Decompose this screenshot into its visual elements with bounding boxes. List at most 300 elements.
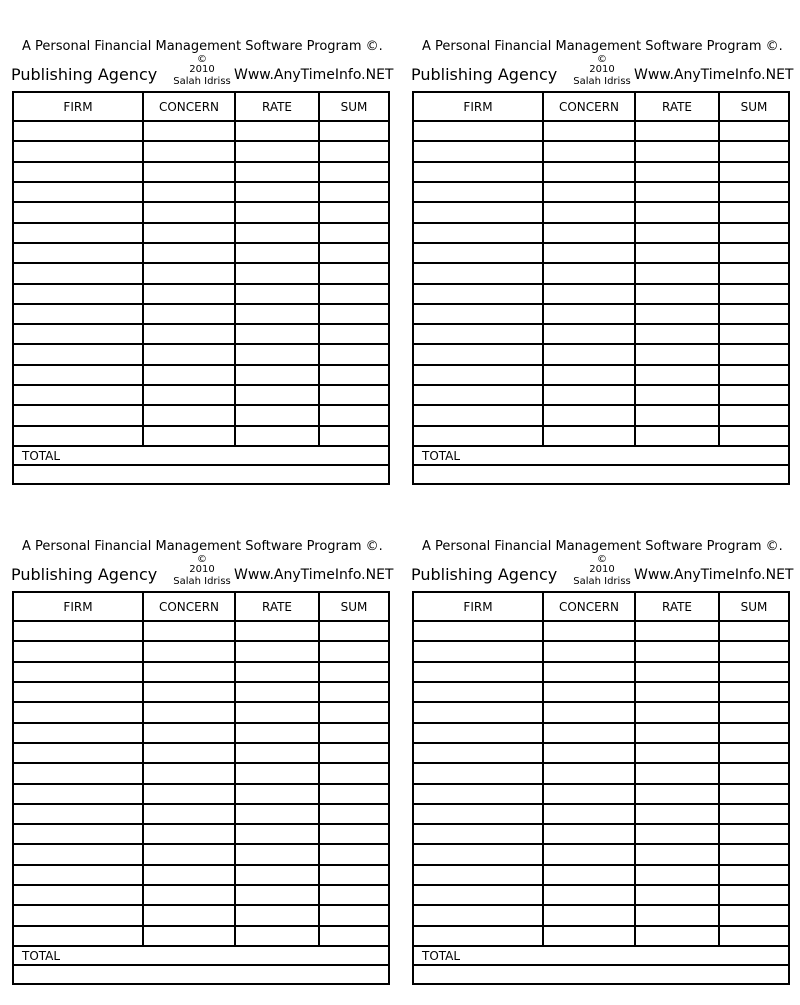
table-row — [13, 865, 389, 885]
firm-cell[interactable] — [413, 162, 543, 182]
concern-cell[interactable] — [143, 662, 235, 682]
firm-cell[interactable] — [13, 284, 143, 304]
rate-cell[interactable] — [235, 385, 319, 405]
firm-cell[interactable] — [13, 926, 143, 946]
firm-cell[interactable] — [13, 223, 143, 243]
sum-cell[interactable] — [719, 324, 789, 344]
rate-cell[interactable] — [235, 344, 319, 364]
total-row — [413, 946, 789, 965]
firm-cell[interactable] — [413, 324, 543, 344]
table-row — [413, 865, 789, 885]
rate-cell[interactable] — [235, 905, 319, 925]
firm-cell[interactable] — [413, 824, 543, 844]
rate-cell[interactable] — [235, 202, 319, 222]
firm-cell[interactable] — [413, 405, 543, 425]
sum-cell[interactable] — [319, 723, 389, 743]
firm-cell[interactable] — [13, 723, 143, 743]
column-header-rate: RATE — [235, 592, 319, 621]
firm-cell[interactable] — [413, 865, 543, 885]
rate-cell[interactable] — [235, 426, 319, 446]
rate-cell[interactable] — [235, 141, 319, 161]
firm-cell[interactable] — [13, 743, 143, 763]
concern-cell[interactable] — [143, 723, 235, 743]
sum-cell[interactable] — [319, 905, 389, 925]
rate-cell[interactable] — [235, 304, 319, 324]
concern-cell[interactable] — [543, 621, 635, 641]
firm-cell[interactable] — [13, 905, 143, 925]
concern-cell[interactable] — [143, 223, 235, 243]
concern-cell[interactable] — [543, 162, 635, 182]
sum-cell[interactable] — [319, 804, 389, 824]
concern-cell[interactable] — [543, 304, 635, 324]
firm-cell[interactable] — [413, 804, 543, 824]
firm-cell[interactable] — [413, 304, 543, 324]
sum-cell[interactable] — [719, 365, 789, 385]
firm-cell[interactable] — [13, 182, 143, 202]
firm-cell[interactable] — [13, 202, 143, 222]
firm-cell[interactable] — [13, 865, 143, 885]
column-header-rate: RATE — [635, 592, 719, 621]
sum-cell[interactable] — [719, 844, 789, 864]
sum-cell[interactable] — [319, 682, 389, 702]
total-value-cell[interactable] — [13, 465, 389, 484]
sum-cell[interactable] — [719, 926, 789, 946]
table-row — [413, 743, 789, 763]
concern-cell[interactable] — [143, 743, 235, 763]
rate-cell[interactable] — [235, 865, 319, 885]
firm-cell[interactable] — [13, 885, 143, 905]
sum-cell[interactable] — [719, 905, 789, 925]
sum-cell[interactable] — [319, 202, 389, 222]
table-row — [413, 641, 789, 661]
concern-cell[interactable] — [543, 743, 635, 763]
concern-cell[interactable] — [143, 641, 235, 661]
firm-cell[interactable] — [13, 121, 143, 141]
rate-cell[interactable] — [635, 784, 719, 804]
sum-cell[interactable] — [319, 426, 389, 446]
rate-cell[interactable] — [635, 865, 719, 885]
concern-cell[interactable] — [143, 824, 235, 844]
firm-cell[interactable] — [413, 723, 543, 743]
concern-cell[interactable] — [143, 621, 235, 641]
rate-cell[interactable] — [235, 162, 319, 182]
sum-cell[interactable] — [319, 763, 389, 783]
column-header-sum: SUM — [319, 592, 389, 621]
rate-cell[interactable] — [635, 641, 719, 661]
firm-cell[interactable] — [413, 182, 543, 202]
sum-cell[interactable] — [719, 182, 789, 202]
concern-cell[interactable] — [143, 182, 235, 202]
sum-cell[interactable] — [319, 621, 389, 641]
concern-cell[interactable] — [543, 385, 635, 405]
firm-cell[interactable] — [13, 304, 143, 324]
sum-cell[interactable] — [319, 141, 389, 161]
firm-cell[interactable] — [413, 682, 543, 702]
concern-cell[interactable] — [543, 804, 635, 824]
sum-cell[interactable] — [719, 243, 789, 263]
firm-cell[interactable] — [13, 763, 143, 783]
rate-cell[interactable] — [635, 824, 719, 844]
rate-cell[interactable] — [635, 304, 719, 324]
firm-cell[interactable] — [13, 141, 143, 161]
concern-cell[interactable] — [143, 426, 235, 446]
table-row — [413, 844, 789, 864]
concern-cell[interactable] — [543, 223, 635, 243]
table-row — [13, 743, 389, 763]
column-header-sum: SUM — [719, 92, 789, 121]
table-row — [13, 405, 389, 425]
firm-cell[interactable] — [13, 263, 143, 283]
sum-cell[interactable] — [319, 243, 389, 263]
rate-cell[interactable] — [235, 621, 319, 641]
concern-cell[interactable] — [543, 426, 635, 446]
sum-cell[interactable] — [319, 926, 389, 946]
rate-cell[interactable] — [635, 926, 719, 946]
concern-cell[interactable] — [543, 641, 635, 661]
sum-cell[interactable] — [319, 162, 389, 182]
rate-cell[interactable] — [635, 905, 719, 925]
table-row — [13, 121, 389, 141]
sum-cell[interactable] — [719, 426, 789, 446]
concern-cell[interactable] — [543, 344, 635, 364]
concern-cell[interactable] — [143, 141, 235, 161]
sum-cell[interactable] — [719, 641, 789, 661]
concern-cell[interactable] — [543, 926, 635, 946]
firm-cell[interactable] — [413, 263, 543, 283]
rate-cell[interactable] — [635, 702, 719, 722]
firm-cell[interactable] — [13, 662, 143, 682]
rate-cell[interactable] — [235, 743, 319, 763]
table-row — [13, 905, 389, 925]
sum-cell[interactable] — [319, 844, 389, 864]
concern-cell[interactable] — [143, 365, 235, 385]
sum-cell[interactable] — [719, 702, 789, 722]
table-row — [13, 284, 389, 304]
firm-cell[interactable] — [13, 324, 143, 344]
rate-cell[interactable] — [235, 702, 319, 722]
concern-cell[interactable] — [543, 405, 635, 425]
concern-cell[interactable] — [543, 702, 635, 722]
firm-cell[interactable] — [413, 223, 543, 243]
rate-cell[interactable] — [235, 804, 319, 824]
firm-cell[interactable] — [413, 202, 543, 222]
total-value-cell[interactable] — [13, 965, 389, 984]
concern-cell[interactable] — [143, 162, 235, 182]
concern-cell[interactable] — [543, 202, 635, 222]
firm-cell[interactable] — [413, 243, 543, 263]
sum-cell[interactable] — [719, 304, 789, 324]
rate-cell[interactable] — [635, 223, 719, 243]
rate-cell[interactable] — [235, 182, 319, 202]
rate-cell[interactable] — [635, 385, 719, 405]
sum-cell[interactable] — [319, 743, 389, 763]
sum-cell[interactable] — [719, 263, 789, 283]
firm-cell[interactable] — [13, 365, 143, 385]
concern-cell[interactable] — [543, 243, 635, 263]
table-row — [13, 324, 389, 344]
table-row — [13, 824, 389, 844]
rate-cell[interactable] — [635, 202, 719, 222]
sum-cell[interactable] — [319, 702, 389, 722]
rate-cell[interactable] — [635, 182, 719, 202]
sum-cell[interactable] — [319, 223, 389, 243]
rate-cell[interactable] — [235, 365, 319, 385]
firm-cell[interactable] — [413, 905, 543, 925]
rate-cell[interactable] — [235, 682, 319, 702]
concern-cell[interactable] — [543, 763, 635, 783]
firm-cell[interactable] — [13, 824, 143, 844]
sum-cell[interactable] — [319, 304, 389, 324]
rate-cell[interactable] — [635, 844, 719, 864]
sum-cell[interactable] — [319, 865, 389, 885]
website-url: Www.AnyTimeInfo.NET — [634, 567, 794, 583]
concern-cell[interactable] — [143, 682, 235, 702]
rate-cell[interactable] — [635, 885, 719, 905]
sum-cell[interactable] — [319, 344, 389, 364]
table-row — [13, 723, 389, 743]
rate-cell[interactable] — [235, 763, 319, 783]
concern-cell[interactable] — [543, 723, 635, 743]
concern-cell[interactable] — [143, 885, 235, 905]
rate-cell[interactable] — [635, 162, 719, 182]
sum-cell[interactable] — [719, 885, 789, 905]
sum-cell[interactable] — [319, 641, 389, 661]
firm-cell[interactable] — [413, 426, 543, 446]
table-row — [413, 182, 789, 202]
concern-cell[interactable] — [143, 784, 235, 804]
firm-cell[interactable] — [413, 784, 543, 804]
sum-cell[interactable] — [319, 784, 389, 804]
sum-cell[interactable] — [319, 824, 389, 844]
ledger-card — [11, 535, 394, 1005]
total-label: TOTAL — [413, 946, 789, 965]
author-name: Salah Idriss — [573, 576, 631, 587]
rate-cell[interactable] — [635, 324, 719, 344]
sum-cell[interactable] — [719, 405, 789, 425]
rate-cell[interactable] — [635, 141, 719, 161]
sum-cell[interactable] — [719, 223, 789, 243]
sum-cell[interactable] — [719, 763, 789, 783]
concern-cell[interactable] — [143, 344, 235, 364]
concern-cell[interactable] — [143, 844, 235, 864]
sum-cell[interactable] — [719, 743, 789, 763]
table-row — [13, 141, 389, 161]
rate-cell[interactable] — [635, 763, 719, 783]
sum-cell[interactable] — [319, 324, 389, 344]
concern-cell[interactable] — [543, 263, 635, 283]
concern-cell[interactable] — [143, 905, 235, 925]
concern-cell[interactable] — [543, 905, 635, 925]
sum-cell[interactable] — [319, 263, 389, 283]
concern-cell[interactable] — [543, 824, 635, 844]
sum-cell[interactable] — [719, 682, 789, 702]
firm-cell[interactable] — [13, 385, 143, 405]
firm-cell[interactable] — [13, 682, 143, 702]
table-row — [413, 324, 789, 344]
rate-cell[interactable] — [635, 243, 719, 263]
rate-cell[interactable] — [635, 682, 719, 702]
table-row — [13, 385, 389, 405]
concern-cell[interactable] — [543, 182, 635, 202]
concern-cell[interactable] — [543, 682, 635, 702]
sum-cell[interactable] — [719, 385, 789, 405]
rate-cell[interactable] — [635, 621, 719, 641]
concern-cell[interactable] — [143, 243, 235, 263]
sum-cell[interactable] — [319, 284, 389, 304]
firm-cell[interactable] — [413, 702, 543, 722]
sum-cell[interactable] — [719, 121, 789, 141]
firm-cell[interactable] — [413, 121, 543, 141]
sum-cell[interactable] — [719, 344, 789, 364]
firm-cell[interactable] — [13, 844, 143, 864]
concern-cell[interactable] — [543, 662, 635, 682]
firm-cell[interactable] — [413, 141, 543, 161]
table-row — [413, 804, 789, 824]
rate-cell[interactable] — [235, 844, 319, 864]
sum-cell[interactable] — [719, 865, 789, 885]
concern-cell[interactable] — [143, 324, 235, 344]
rate-cell[interactable] — [235, 121, 319, 141]
concern-cell[interactable] — [543, 121, 635, 141]
concern-cell[interactable] — [143, 405, 235, 425]
concern-cell[interactable] — [143, 284, 235, 304]
rate-cell[interactable] — [635, 723, 719, 743]
rate-cell[interactable] — [235, 263, 319, 283]
column-header-rate: RATE — [635, 92, 719, 121]
firm-cell[interactable] — [413, 885, 543, 905]
rate-cell[interactable] — [635, 344, 719, 364]
concern-cell[interactable] — [143, 926, 235, 946]
firm-cell[interactable] — [413, 926, 543, 946]
rate-cell[interactable] — [235, 223, 319, 243]
sum-cell[interactable] — [719, 804, 789, 824]
firm-cell[interactable] — [413, 763, 543, 783]
sum-cell[interactable] — [719, 824, 789, 844]
firm-cell[interactable] — [13, 243, 143, 263]
software-tagline: A Personal Financial Management Software Program ©. — [22, 39, 383, 54]
concern-cell[interactable] — [143, 263, 235, 283]
concern-cell[interactable] — [543, 141, 635, 161]
sum-cell[interactable] — [319, 405, 389, 425]
rate-cell[interactable] — [635, 743, 719, 763]
concern-cell[interactable] — [543, 784, 635, 804]
concern-cell[interactable] — [143, 202, 235, 222]
sum-cell[interactable] — [719, 141, 789, 161]
concern-cell[interactable] — [543, 885, 635, 905]
sum-cell[interactable] — [719, 162, 789, 182]
total-value-cell[interactable] — [413, 465, 789, 484]
firm-cell[interactable] — [413, 365, 543, 385]
firm-cell[interactable] — [413, 284, 543, 304]
sum-cell[interactable] — [319, 182, 389, 202]
rate-cell[interactable] — [235, 784, 319, 804]
sum-cell[interactable] — [719, 723, 789, 743]
rate-cell[interactable] — [635, 405, 719, 425]
concern-cell[interactable] — [143, 865, 235, 885]
sum-cell[interactable] — [719, 784, 789, 804]
sum-cell[interactable] — [319, 121, 389, 141]
firm-cell[interactable] — [413, 743, 543, 763]
rate-cell[interactable] — [235, 662, 319, 682]
rate-cell[interactable] — [235, 243, 319, 263]
sum-cell[interactable] — [719, 621, 789, 641]
rate-cell[interactable] — [635, 365, 719, 385]
firm-cell[interactable] — [13, 344, 143, 364]
sum-cell[interactable] — [319, 662, 389, 682]
firm-cell[interactable] — [13, 784, 143, 804]
sum-cell[interactable] — [719, 662, 789, 682]
table-row — [413, 243, 789, 263]
firm-cell[interactable] — [413, 641, 543, 661]
rate-cell[interactable] — [235, 405, 319, 425]
concern-cell[interactable] — [543, 284, 635, 304]
rate-cell[interactable] — [235, 885, 319, 905]
concern-cell[interactable] — [143, 304, 235, 324]
author-name: Salah Idriss — [173, 576, 231, 587]
rate-cell[interactable] — [235, 324, 319, 344]
concern-cell[interactable] — [143, 763, 235, 783]
firm-cell[interactable] — [413, 621, 543, 641]
copyright-block — [572, 55, 632, 88]
table-row — [413, 763, 789, 783]
rate-cell[interactable] — [635, 121, 719, 141]
firm-cell[interactable] — [13, 702, 143, 722]
concern-cell[interactable] — [143, 385, 235, 405]
table-row — [13, 202, 389, 222]
rate-cell[interactable] — [235, 641, 319, 661]
table-row — [413, 723, 789, 743]
copyright-block — [172, 55, 232, 88]
firm-cell[interactable] — [13, 804, 143, 824]
rate-cell[interactable] — [235, 926, 319, 946]
concern-cell[interactable] — [143, 702, 235, 722]
firm-cell[interactable] — [13, 162, 143, 182]
total-value-cell[interactable] — [413, 965, 789, 984]
publishing-agency-label: Publishing Agency — [11, 65, 158, 84]
total-value-row — [13, 965, 389, 984]
concern-cell[interactable] — [143, 121, 235, 141]
firm-cell[interactable] — [413, 844, 543, 864]
firm-cell[interactable] — [413, 344, 543, 364]
rate-cell[interactable] — [635, 284, 719, 304]
concern-cell[interactable] — [543, 844, 635, 864]
sum-cell[interactable] — [719, 284, 789, 304]
firm-cell[interactable] — [413, 662, 543, 682]
rate-cell[interactable] — [635, 804, 719, 824]
rate-cell[interactable] — [235, 824, 319, 844]
firm-cell[interactable] — [413, 385, 543, 405]
sum-cell[interactable] — [719, 202, 789, 222]
rate-cell[interactable] — [635, 263, 719, 283]
concern-cell[interactable] — [543, 324, 635, 344]
concern-cell[interactable] — [143, 804, 235, 824]
concern-cell[interactable] — [543, 365, 635, 385]
firm-cell[interactable] — [13, 405, 143, 425]
rate-cell[interactable] — [235, 284, 319, 304]
concern-cell[interactable] — [543, 865, 635, 885]
sum-cell[interactable] — [319, 385, 389, 405]
sum-cell[interactable] — [319, 885, 389, 905]
rate-cell[interactable] — [635, 426, 719, 446]
sum-cell[interactable] — [319, 365, 389, 385]
rate-cell[interactable] — [635, 662, 719, 682]
firm-cell[interactable] — [13, 426, 143, 446]
firm-cell[interactable] — [13, 641, 143, 661]
rate-cell[interactable] — [235, 723, 319, 743]
firm-cell[interactable] — [13, 621, 143, 641]
table-row — [413, 162, 789, 182]
table-header-row — [13, 92, 389, 121]
